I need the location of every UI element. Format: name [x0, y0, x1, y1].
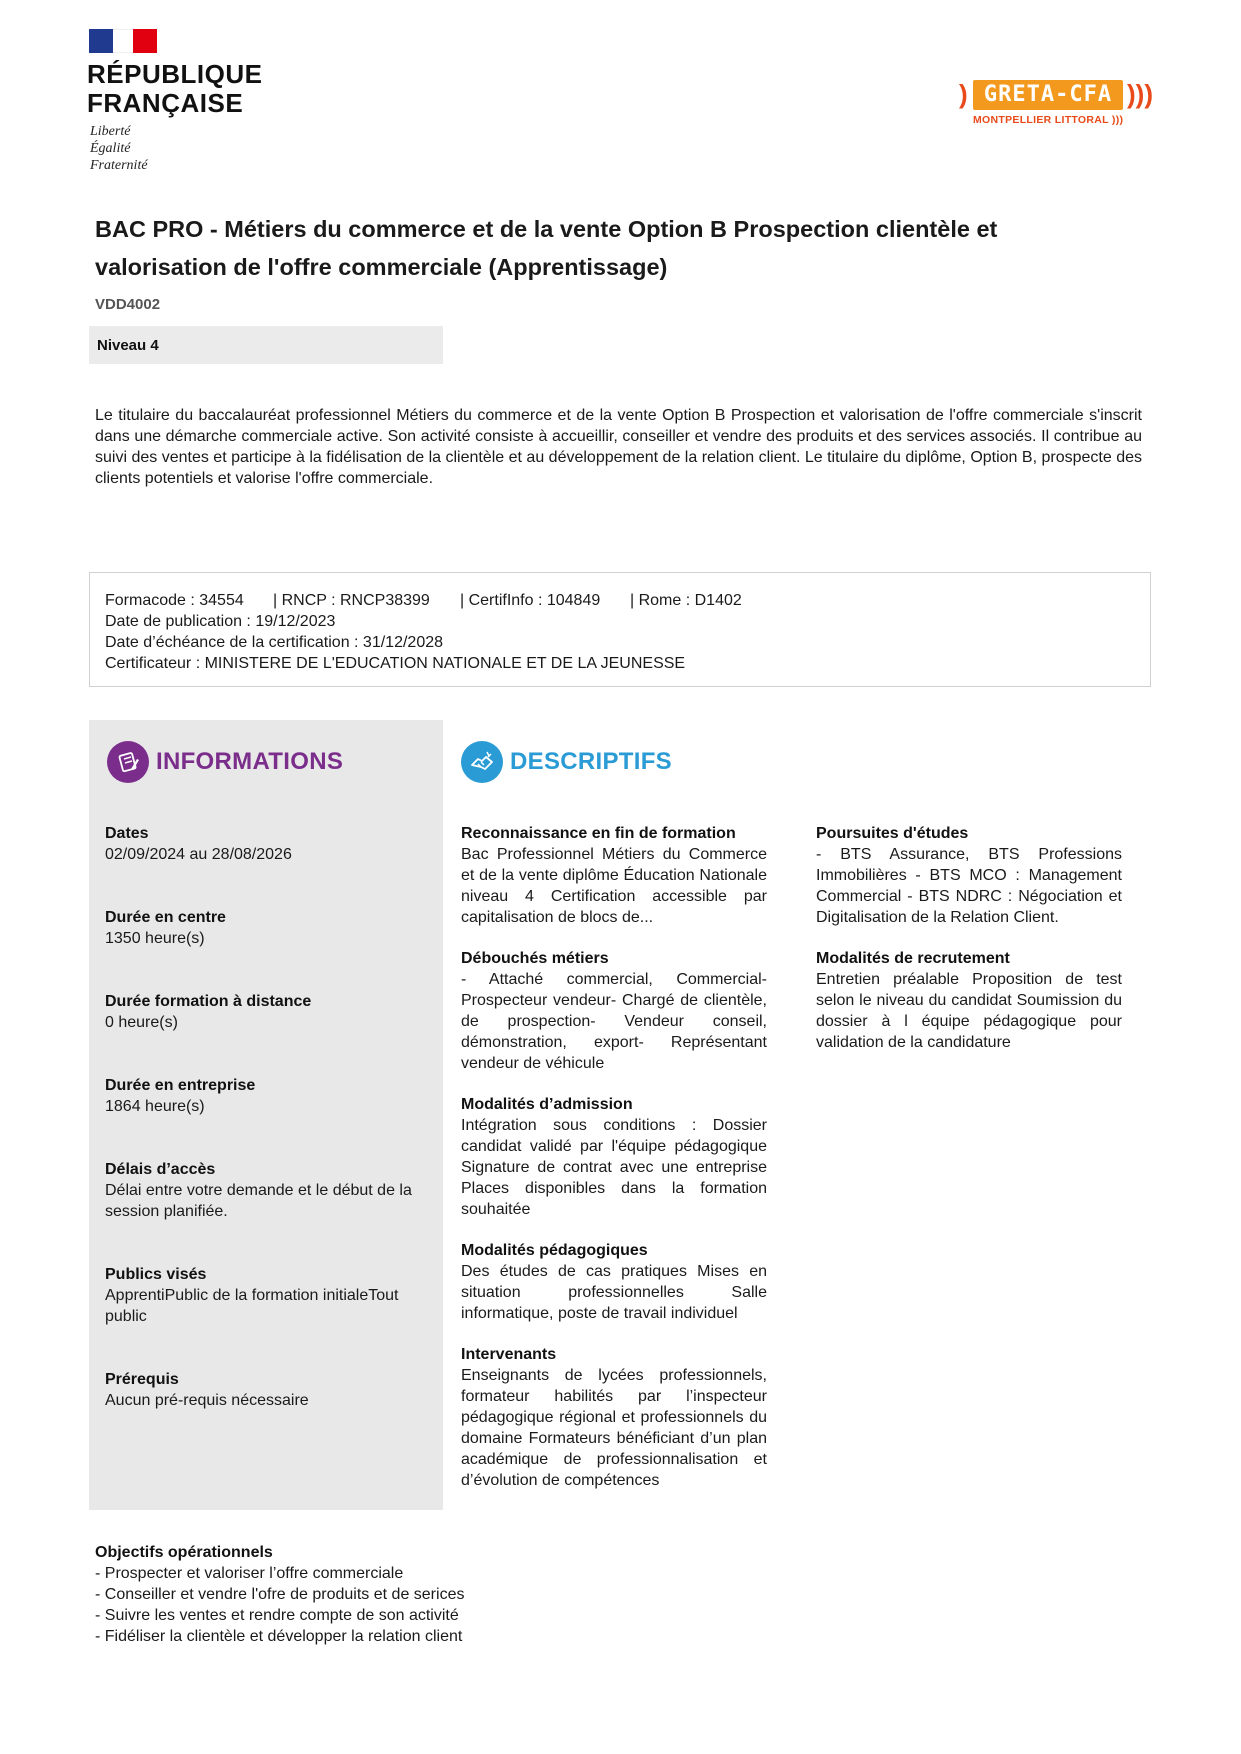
objectifs-section	[95, 1542, 695, 1647]
devise	[90, 123, 148, 174]
logo-left-bracket: )	[959, 79, 968, 109]
logo-right-waves: )))	[1127, 79, 1153, 109]
devise-fraternite: Fraternité	[90, 158, 148, 173]
certifinfo: | CertifInfo : 104849	[460, 592, 601, 609]
greta-cfa-logo	[955, 74, 1160, 134]
republique-francaise-logo	[89, 29, 157, 53]
field-publics-vises	[105, 1264, 425, 1369]
field-value: - Attaché commercial, Commercial-Prospecteur vendeur- Chargé de clientèle, de prospection- Vendeur conseil, démonstration, export- Représentant vendeur de véhicule	[461, 971, 767, 1072]
formation-description: Le titulaire du baccalauréat professionnel Métiers du commerce et de la vente Option B Prospection et valorisation de l'offre commerciale s'inscrit dans une démarche commerciale active. Son activité consiste à accueillir, conseiller et vendre des produits et des services associés. Il contribue au suivi des ventes et participe à la fidélisation de la clientèle et au développement de la relation client. Le titulaire du diplôme, Option B, prospecte des clients potentiels et valorise l'offre commerciale.	[95, 407, 1142, 487]
informations-heading: INFORMATIONS	[156, 748, 344, 775]
field-value: Des études de cas pratiques Mises en situation professionnelles Salle informatique, poste de travail individuel	[461, 1263, 767, 1322]
field-value: - BTS Assurance, BTS Professions Immobilières - BTS MCO : Management Commercial - BTS NDRC : Négociation et Digitalisation de la Relation Client.	[816, 846, 1122, 926]
field-delais-acces	[105, 1159, 425, 1264]
descriptifs-heading: DESCRIPTIFS	[510, 748, 672, 775]
devise-liberte: Liberté	[90, 124, 131, 139]
field-label: Poursuites d'études	[816, 825, 969, 842]
informations-header	[107, 741, 343, 783]
field-prerequis	[105, 1369, 425, 1453]
certificateur: Certificateur : MINISTERE DE L'EDUCATION NATIONALE ET DE LA JEUNESSE	[105, 655, 686, 672]
greta-logo-subtitle: MONTPELLIER LITTORAL )))	[973, 114, 1124, 126]
descriptifs-column-2	[816, 823, 1122, 1073]
field-label: Reconnaissance en fin de formation	[461, 825, 736, 842]
field-value: Délai entre votre demande et le début de la session planifiée.	[105, 1182, 412, 1220]
certification-infobox	[89, 572, 1151, 687]
field-duree-entreprise	[105, 1075, 425, 1159]
field-duree-distance	[105, 991, 425, 1075]
objectifs-label: Objectifs opérationnels	[95, 1544, 273, 1561]
page-title: BAC PRO - Métiers du commerce et de la vente Option B Prospection clientèle et valorisation de l'offre commerciale (Apprentissage)	[95, 216, 998, 280]
handshake-icon	[461, 741, 503, 783]
field-value: 1864 heure(s)	[105, 1098, 205, 1115]
informations-panel	[89, 720, 443, 1510]
codes-line	[105, 592, 742, 610]
field-label: Durée en centre	[105, 909, 226, 926]
field-label: Durée formation à distance	[105, 993, 312, 1010]
field-duree-centre	[105, 907, 425, 991]
field-label: Prérequis	[105, 1371, 179, 1388]
list-item: - Prospecter et valoriser l’offre commerciale	[95, 1565, 404, 1582]
field-dates	[105, 823, 425, 907]
niveau-badge	[89, 326, 443, 364]
informations-fields	[105, 823, 425, 1453]
objectifs-list	[95, 1563, 695, 1647]
field-label: Publics visés	[105, 1266, 207, 1283]
field-value: Intégration sous conditions : Dossier candidat validé par l'équipe pédagogique Signature de contrat avec une entreprise Places disponibles dans la formation souhaitée	[461, 1117, 767, 1218]
descriptifs-header	[461, 741, 672, 783]
rncp: | RNCP : RNCP38399	[273, 592, 430, 609]
republique-line: RÉPUBLIQUE	[87, 59, 263, 89]
formation-code: VDD4002	[95, 296, 161, 313]
rome: | Rome : D1402	[630, 592, 742, 609]
field-value: ApprentiPublic de la formation initialeTout public	[105, 1287, 399, 1325]
pen-document-icon	[107, 741, 149, 783]
admission-block	[461, 1094, 767, 1220]
poursuites-block	[816, 823, 1122, 928]
list-item: - Fidéliser la clientèle et développer la relation client	[95, 1628, 463, 1645]
list-item: - Suivre les ventes et rendre compte de son activité	[95, 1607, 459, 1624]
debouches-block	[461, 948, 767, 1074]
reconnaissance-block	[461, 823, 767, 928]
field-value: 0 heure(s)	[105, 1014, 178, 1031]
field-label: Intervenants	[461, 1346, 557, 1363]
formacode: Formacode : 34554	[105, 592, 244, 609]
field-label: Modalités de recrutement	[816, 950, 1010, 967]
list-item: - Conseiller et vendre l'ofre de produits et de serices	[95, 1586, 465, 1603]
field-value: 1350 heure(s)	[105, 930, 205, 947]
field-label: Modalités pédagogiques	[461, 1242, 648, 1259]
intervenants-block	[461, 1344, 767, 1491]
date-publication: Date de publication : 19/12/2023	[105, 613, 336, 630]
field-value: Aucun pré-requis nécessaire	[105, 1392, 309, 1409]
field-label: Délais d’accès	[105, 1161, 216, 1178]
field-label: Modalités d’admission	[461, 1096, 633, 1113]
republique-francaise-wordmark	[87, 60, 262, 118]
date-echeance: Date d’échéance de la certification : 31/12/2028	[105, 634, 444, 651]
field-value: 02/09/2024 au 28/08/2026	[105, 846, 292, 863]
pedagogiques-block	[461, 1240, 767, 1324]
recrutement-block	[816, 948, 1122, 1053]
field-value: Bac Professionnel Métiers du Commerce et de la vente diplôme Éducation Nationale niveau 4 Certification accessible par capitalisation de blocs de...	[461, 846, 767, 926]
field-label: Débouchés métiers	[461, 950, 609, 967]
field-value: Entretien préalable Proposition de test selon le niveau du candidat Soumission du dossier à l équipe pédagogique pour validation de la candidature	[816, 971, 1122, 1051]
greta-logo-text: GRETA-CFA	[973, 80, 1123, 110]
field-value: Enseignants de lycées professionnels, formateur habilités par l’inspecteur pédagogique régional et professionnels du domaine Formateurs bénéficiant d’un plan académique de professionnalisation et d’évolution de compétences	[461, 1367, 767, 1489]
niveau-label: Niveau 4	[97, 337, 159, 354]
devise-egalite: Égalité	[90, 141, 131, 156]
field-label: Dates	[105, 825, 149, 842]
field-label: Durée en entreprise	[105, 1077, 256, 1094]
descriptifs-column-1	[461, 823, 767, 1511]
francaise-line: FRANÇAISE	[87, 88, 244, 118]
